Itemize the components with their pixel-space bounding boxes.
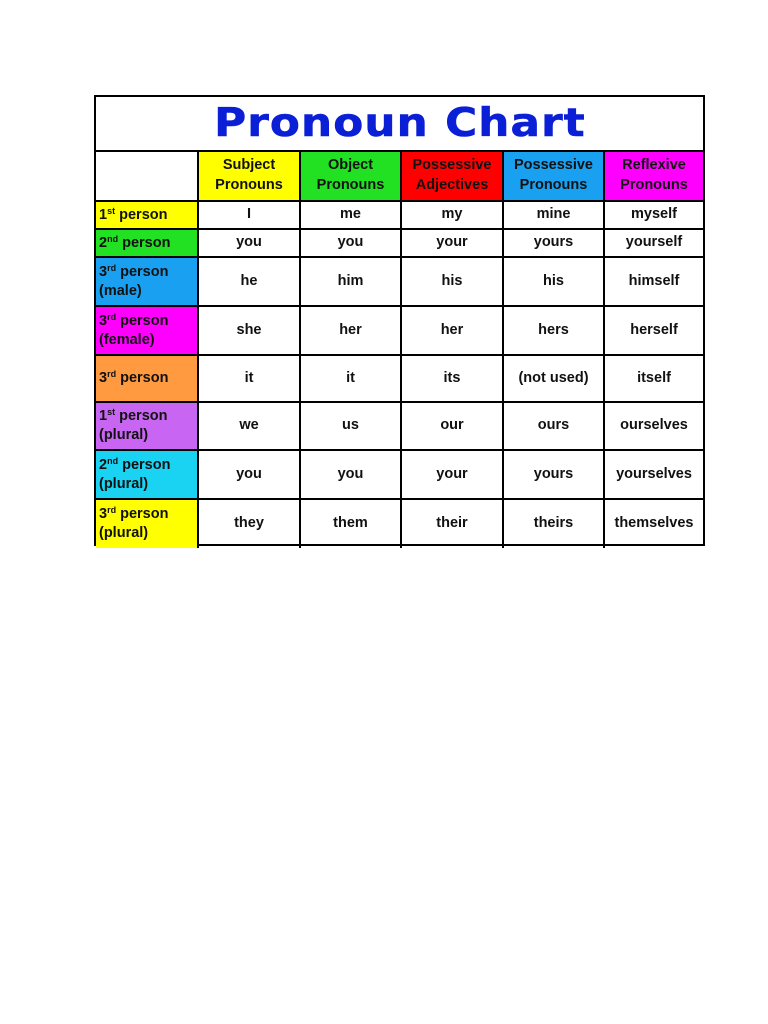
- cell-reflexive-pronouns: yourself: [604, 229, 703, 257]
- header-row: [96, 152, 703, 201]
- cell-subject-pronouns: you: [198, 450, 300, 499]
- row-label: [96, 229, 198, 257]
- cell-subject-pronouns: you: [198, 229, 300, 257]
- row-label-number: 3: [99, 370, 108, 387]
- pronoun-chart: [94, 95, 705, 546]
- cell-subject-pronouns: it: [198, 355, 300, 402]
- cell-possessive-pronouns: yours: [503, 229, 604, 257]
- row-label-ordinal: rd: [107, 311, 117, 322]
- column-header-line2: Pronouns: [519, 177, 588, 193]
- row-label: [96, 257, 198, 306]
- row-label-word: person: [122, 234, 171, 251]
- column-header-possessive-adjectives: [401, 152, 503, 201]
- cell-possessive-adjectives: their: [401, 499, 503, 548]
- cell-reflexive-pronouns: ourselves: [604, 402, 703, 450]
- chart-title: Pronoun Chart: [213, 101, 586, 146]
- table-row: [96, 355, 703, 402]
- column-header-line1: Possessive: [513, 157, 593, 174]
- row-label-word: person: [120, 263, 169, 280]
- table-row: [96, 402, 703, 450]
- column-header-object-pronouns: [300, 152, 401, 201]
- column-header-subject-pronouns: [198, 152, 300, 201]
- cell-subject-pronouns: she: [198, 306, 300, 355]
- cell-object-pronouns: him: [300, 257, 401, 306]
- column-header-possessive-pronouns: [503, 152, 604, 201]
- cell-possessive-adjectives: our: [401, 402, 503, 450]
- row-label: [96, 402, 198, 450]
- cell-subject-pronouns: I: [198, 201, 300, 229]
- row-label-qualifier: (plural): [99, 427, 149, 443]
- row-label-number: 3: [99, 506, 108, 523]
- table-row: [96, 257, 703, 306]
- row-label-number: 2: [99, 456, 108, 473]
- row-label-ordinal: nd: [107, 233, 119, 244]
- cell-reflexive-pronouns: himself: [604, 257, 703, 306]
- table-row: [96, 306, 703, 355]
- column-header-line2: Adjectives: [415, 177, 489, 193]
- cell-possessive-pronouns: (not used): [503, 355, 604, 402]
- row-label-person: [99, 407, 197, 426]
- cell-reflexive-pronouns: myself: [604, 201, 703, 229]
- cell-object-pronouns: it: [300, 355, 401, 402]
- cell-possessive-pronouns: ours: [503, 402, 604, 450]
- row-label-word: person: [119, 408, 168, 425]
- cell-object-pronouns: me: [300, 201, 401, 229]
- cell-object-pronouns: us: [300, 402, 401, 450]
- row-label-qualifier: (male): [99, 282, 142, 299]
- row-label: [96, 201, 198, 229]
- row-label-ordinal: rd: [107, 505, 117, 516]
- cell-possessive-adjectives: my: [401, 201, 503, 229]
- row-label-word: person: [119, 206, 168, 223]
- row-label-ordinal: nd: [107, 455, 119, 466]
- row-label-person: [99, 234, 197, 253]
- row-label-person: [99, 263, 197, 282]
- row-label-ordinal: rd: [107, 369, 117, 380]
- row-label-number: 1: [99, 408, 108, 425]
- column-header-line1: Object: [327, 157, 374, 174]
- row-label-word: person: [122, 456, 171, 473]
- row-label: [96, 355, 198, 402]
- column-header-line2: Pronouns: [215, 177, 283, 193]
- row-label-word: person: [120, 370, 169, 387]
- cell-possessive-adjectives: her: [401, 306, 503, 355]
- cell-subject-pronouns: they: [198, 499, 300, 548]
- column-header-line1: Reflexive: [622, 157, 686, 174]
- cell-possessive-pronouns: yours: [503, 450, 604, 499]
- cell-subject-pronouns: we: [198, 402, 300, 450]
- cell-possessive-adjectives: your: [401, 229, 503, 257]
- row-label-ordinal: st: [107, 205, 116, 216]
- cell-possessive-adjectives: his: [401, 257, 503, 306]
- cell-reflexive-pronouns: itself: [604, 355, 703, 402]
- column-header-line1: Possessive: [412, 157, 492, 174]
- row-label-number: 1: [99, 206, 108, 223]
- cell-possessive-pronouns: his: [503, 257, 604, 306]
- row-label-person: [99, 456, 197, 475]
- cell-object-pronouns: you: [300, 450, 401, 499]
- table-row: [96, 201, 703, 229]
- column-header-line1: Subject: [222, 157, 276, 174]
- row-label-number: 3: [99, 312, 108, 329]
- cell-possessive-adjectives: your: [401, 450, 503, 499]
- table-row: [96, 229, 703, 257]
- header-corner: [96, 152, 198, 201]
- cell-reflexive-pronouns: yourselves: [604, 450, 703, 499]
- row-label-qualifier: (plural): [99, 525, 149, 541]
- column-header-line2: Pronouns: [620, 177, 688, 193]
- cell-possessive-pronouns: theirs: [503, 499, 604, 548]
- pronoun-table: [96, 152, 703, 548]
- cell-object-pronouns: you: [300, 229, 401, 257]
- row-label-number: 2: [99, 234, 108, 251]
- row-label-qualifier: (female): [99, 331, 155, 348]
- row-label-qualifier: (plural): [99, 475, 149, 492]
- cell-subject-pronouns: he: [198, 257, 300, 306]
- row-label-word: person: [120, 312, 169, 329]
- cell-possessive-adjectives: its: [401, 355, 503, 402]
- row-label-number: 3: [99, 263, 108, 280]
- row-label-ordinal: rd: [107, 262, 117, 273]
- cell-reflexive-pronouns: themselves: [604, 499, 703, 548]
- cell-possessive-pronouns: mine: [503, 201, 604, 229]
- row-label-word: person: [120, 506, 169, 523]
- row-label: [96, 499, 198, 548]
- cell-possessive-pronouns: hers: [503, 306, 604, 355]
- cell-object-pronouns: her: [300, 306, 401, 355]
- row-label: [96, 306, 198, 355]
- row-label-person: [99, 505, 197, 524]
- row-label-person: [99, 206, 197, 225]
- column-header-line2: Pronouns: [316, 177, 385, 193]
- row-label-person: [99, 369, 197, 388]
- cell-object-pronouns: them: [300, 499, 401, 548]
- row-label-person: [99, 312, 197, 331]
- chart-title-bar: [96, 97, 703, 152]
- cell-reflexive-pronouns: herself: [604, 306, 703, 355]
- column-header-reflexive-pronouns: [604, 152, 703, 201]
- row-label-ordinal: st: [107, 407, 116, 418]
- row-label: [96, 450, 198, 499]
- table-row: [96, 450, 703, 499]
- table-row: [96, 499, 703, 548]
